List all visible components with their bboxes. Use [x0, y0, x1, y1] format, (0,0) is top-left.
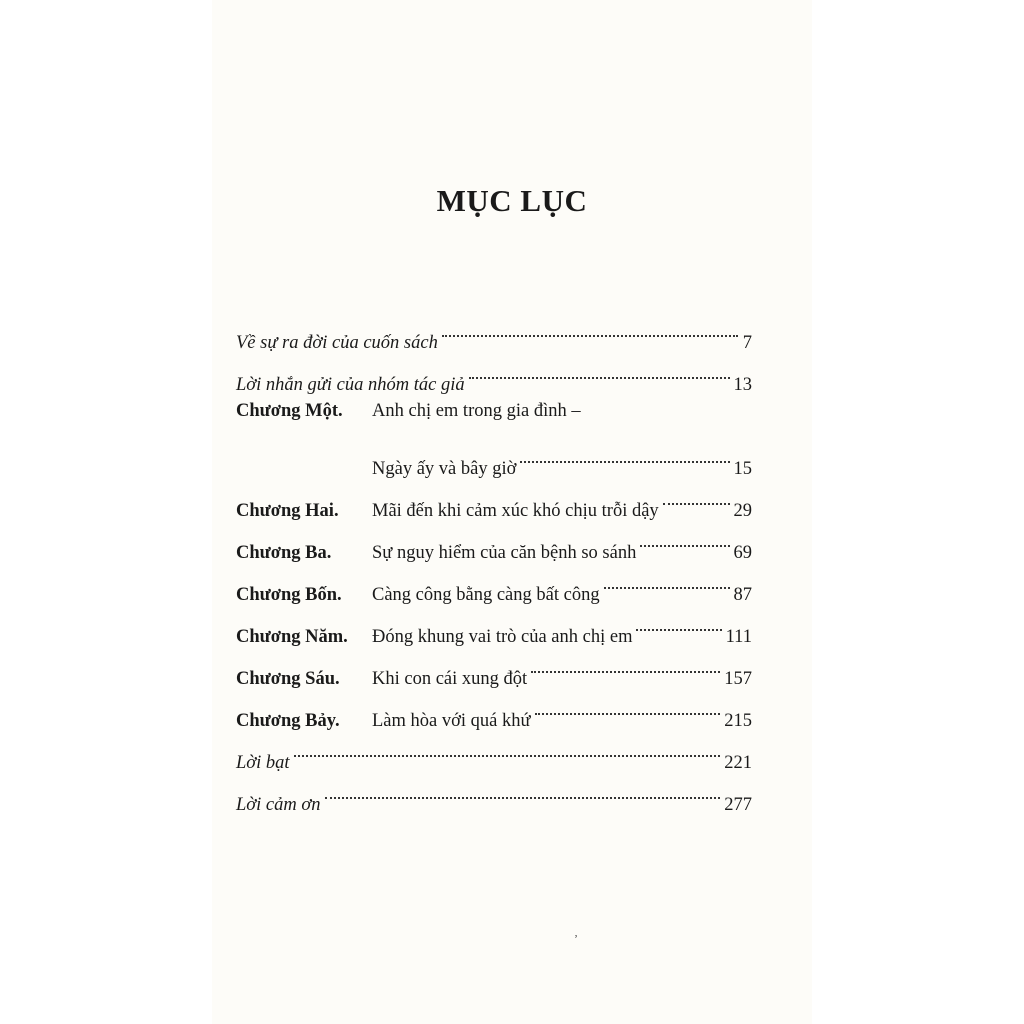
table-of-contents — [236, 306, 752, 815]
toc-page-number: 15 — [733, 459, 752, 479]
toc-entry-label: Về sự ra đời của cuốn sách — [236, 333, 438, 353]
chapter-title: Khi con cái xung đột — [372, 669, 528, 689]
toc-chapter-1-line-2 — [236, 432, 752, 479]
toc-page-number: 277 — [724, 795, 752, 815]
chapter-title: Càng công bằng càng bất công — [372, 585, 600, 605]
toc-entry-afterword — [236, 726, 752, 773]
toc-chapter-1-line-1 — [236, 390, 752, 432]
chapter-label: Chương Sáu. — [236, 669, 340, 689]
dot-leader — [531, 642, 720, 684]
chapter-title: Ngày ấy và bây giờ — [372, 459, 517, 479]
toc-page-number: 215 — [724, 711, 752, 731]
dot-leader — [442, 306, 738, 348]
toc-entry-label: Lời bạt — [236, 753, 290, 773]
chapter-label: Chương Bảy. — [236, 711, 340, 731]
chapter-label: Chương Hai. — [236, 501, 339, 521]
chapter-label: Chương Bốn. — [236, 585, 342, 605]
dot-leader — [469, 348, 730, 390]
chapter-title: Đóng khung vai trò của anh chị em — [372, 627, 633, 647]
toc-page-number: 111 — [725, 627, 752, 647]
toc-entry-label: Lời cảm ơn — [236, 795, 321, 815]
toc-entry-label: Lời nhắn gửi của nhóm tác giả — [236, 375, 465, 395]
toc-page-number: 13 — [733, 375, 752, 395]
chapter-label: Chương Ba. — [236, 543, 332, 563]
dot-leader — [325, 768, 721, 810]
chapter-label: Chương Một. — [236, 401, 343, 421]
dot-leader — [604, 558, 730, 600]
toc-entry-acknowledgements — [236, 768, 752, 815]
toc-page-number: 221 — [724, 753, 752, 773]
dot-leader — [663, 474, 730, 516]
dot-leader — [294, 726, 721, 768]
dot-leader — [636, 600, 721, 642]
toc-page-number: 29 — [733, 501, 752, 521]
chapter-title: Mãi đến khi cảm xúc khó chịu trỗi dậy — [372, 501, 659, 521]
dot-leader — [640, 516, 729, 558]
toc-entry-foreword — [236, 306, 752, 353]
chapter-title-line-1: Anh chị em trong gia đình – — [372, 401, 581, 421]
chapter-title: Làm hòa với quá khứ — [372, 711, 531, 731]
toc-page-number: 157 — [724, 669, 752, 689]
page-title: MỤC LỤC — [436, 183, 588, 218]
dot-leader — [535, 684, 721, 726]
toc-page-number: 69 — [733, 543, 752, 563]
chapter-title: Sự nguy hiểm của căn bệnh so sánh — [372, 543, 637, 563]
toc-page-number: 7 — [742, 333, 752, 353]
toc-page-number: 87 — [733, 585, 752, 605]
print-speck: ʼ — [574, 932, 578, 946]
chapter-label: Chương Năm. — [236, 627, 348, 647]
dot-leader — [520, 432, 729, 474]
